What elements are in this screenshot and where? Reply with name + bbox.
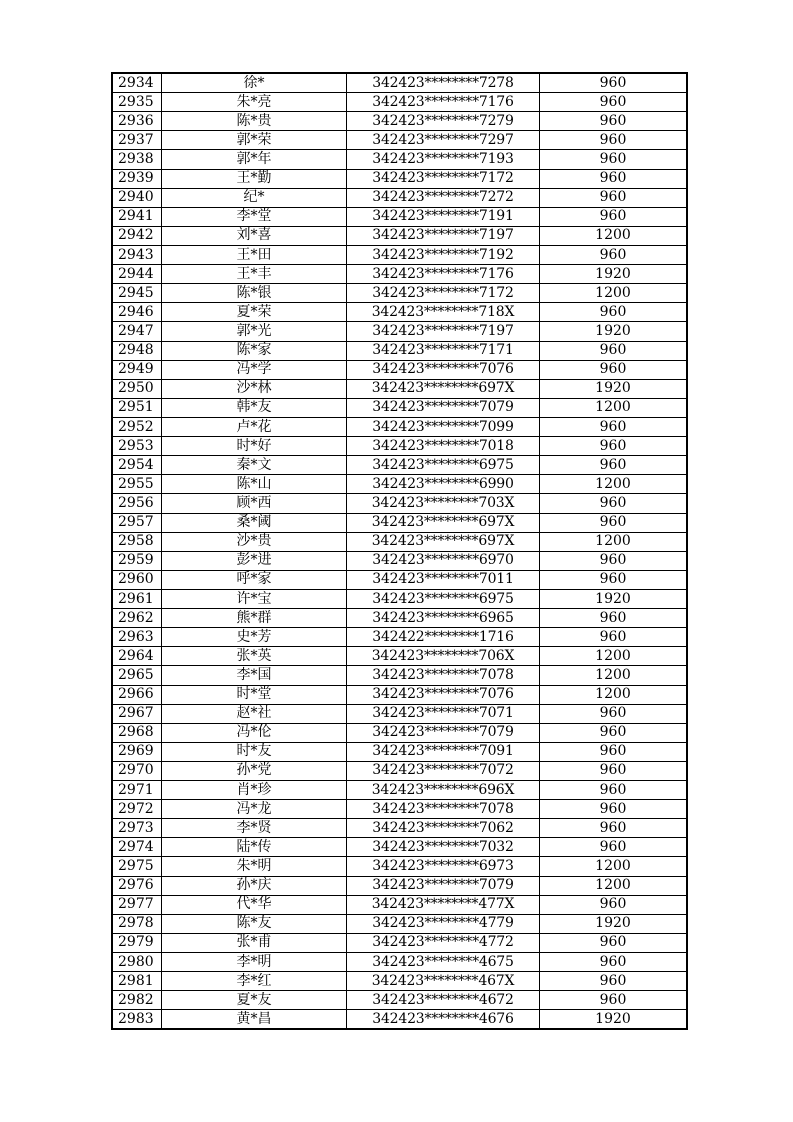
roster-table <box>111 72 688 1030</box>
amount-cell: 1200 <box>540 876 688 895</box>
name-cell: 李*明 <box>162 953 347 972</box>
amount-cell: 960 <box>540 341 688 360</box>
id-number-cell: 342423********7192 <box>347 245 540 264</box>
amount-cell: 960 <box>540 628 688 647</box>
name-cell: 夏*友 <box>162 991 347 1010</box>
serial-number-cell: 2962 <box>112 609 162 628</box>
name-cell: 李*红 <box>162 972 347 991</box>
amount-cell: 1200 <box>540 685 688 704</box>
name-cell: 史*芳 <box>162 628 347 647</box>
name-cell: 郭*光 <box>162 322 347 341</box>
id-number-cell: 342423********4672 <box>347 991 540 1010</box>
serial-number-cell: 2951 <box>112 398 162 417</box>
amount-cell: 1200 <box>540 532 688 551</box>
serial-number-cell: 2956 <box>112 494 162 513</box>
id-number-cell: 342423********6975 <box>347 456 540 475</box>
table-row <box>112 742 687 761</box>
name-cell: 时*好 <box>162 437 347 456</box>
serial-number-cell: 2940 <box>112 188 162 207</box>
table-row <box>112 781 687 800</box>
amount-cell: 960 <box>540 494 688 513</box>
table-row <box>112 532 687 551</box>
amount-cell: 960 <box>540 609 688 628</box>
amount-cell: 1200 <box>540 284 688 303</box>
name-cell: 肖*珍 <box>162 781 347 800</box>
table-row <box>112 188 687 207</box>
table-row <box>112 857 687 876</box>
id-number-cell: 342423********7197 <box>347 322 540 341</box>
id-number-cell: 342423********697X <box>347 513 540 532</box>
serial-number-cell: 2939 <box>112 169 162 188</box>
amount-cell: 960 <box>540 838 688 857</box>
name-cell: 沙*林 <box>162 379 347 398</box>
id-number-cell: 342423********467X <box>347 972 540 991</box>
table-row <box>112 131 687 150</box>
serial-number-cell: 2983 <box>112 1010 162 1030</box>
id-number-cell: 342423********6973 <box>347 857 540 876</box>
table-row <box>112 933 687 952</box>
id-number-cell: 342423********7272 <box>347 188 540 207</box>
amount-cell: 1920 <box>540 265 688 284</box>
serial-number-cell: 2944 <box>112 265 162 284</box>
amount-cell: 960 <box>540 570 688 589</box>
table-row <box>112 723 687 742</box>
serial-number-cell: 2936 <box>112 112 162 131</box>
amount-cell: 1920 <box>540 1010 688 1030</box>
id-number-cell: 342423********697X <box>347 532 540 551</box>
name-cell: 王*丰 <box>162 265 347 284</box>
table-row <box>112 341 687 360</box>
table-row <box>112 800 687 819</box>
id-number-cell: 342423********7091 <box>347 742 540 761</box>
amount-cell: 960 <box>540 513 688 532</box>
id-number-cell: 342423********7071 <box>347 704 540 723</box>
id-number-cell: 342423********7171 <box>347 341 540 360</box>
amount-cell: 960 <box>540 360 688 379</box>
table-row <box>112 417 687 436</box>
name-cell: 沙*贵 <box>162 532 347 551</box>
table-row <box>112 876 687 895</box>
serial-number-cell: 2954 <box>112 456 162 475</box>
name-cell: 冯*学 <box>162 360 347 379</box>
name-cell: 孙*党 <box>162 761 347 780</box>
id-number-cell: 342423********7193 <box>347 150 540 169</box>
table-row <box>112 475 687 494</box>
id-number-cell: 342423********718X <box>347 303 540 322</box>
name-cell: 代*华 <box>162 895 347 914</box>
table-row <box>112 284 687 303</box>
amount-cell: 1920 <box>540 914 688 933</box>
serial-number-cell: 2957 <box>112 513 162 532</box>
name-cell: 时*友 <box>162 742 347 761</box>
table-row <box>112 972 687 991</box>
name-cell: 冯*龙 <box>162 800 347 819</box>
name-cell: 秦*文 <box>162 456 347 475</box>
serial-number-cell: 2967 <box>112 704 162 723</box>
table-row <box>112 895 687 914</box>
id-number-cell: 342423********7079 <box>347 398 540 417</box>
name-cell: 纪* <box>162 188 347 207</box>
name-cell: 张*英 <box>162 647 347 666</box>
id-number-cell: 342423********7062 <box>347 819 540 838</box>
serial-number-cell: 2953 <box>112 437 162 456</box>
name-cell: 陈*银 <box>162 284 347 303</box>
table-row <box>112 1010 687 1030</box>
amount-cell: 960 <box>540 112 688 131</box>
table-row <box>112 112 687 131</box>
table-row <box>112 838 687 857</box>
serial-number-cell: 2949 <box>112 360 162 379</box>
name-cell: 郭*荣 <box>162 131 347 150</box>
id-number-cell: 342423********7079 <box>347 876 540 895</box>
amount-cell: 960 <box>540 150 688 169</box>
amount-cell: 960 <box>540 991 688 1010</box>
amount-cell: 1200 <box>540 226 688 245</box>
serial-number-cell: 2947 <box>112 322 162 341</box>
name-cell: 陈*友 <box>162 914 347 933</box>
amount-cell: 1200 <box>540 857 688 876</box>
amount-cell: 960 <box>540 131 688 150</box>
table-row <box>112 628 687 647</box>
id-number-cell: 342423********7079 <box>347 723 540 742</box>
name-cell: 夏*荣 <box>162 303 347 322</box>
name-cell: 彭*进 <box>162 551 347 570</box>
serial-number-cell: 2938 <box>112 150 162 169</box>
amount-cell: 1920 <box>540 379 688 398</box>
name-cell: 黄*昌 <box>162 1010 347 1030</box>
table-row <box>112 379 687 398</box>
amount-cell: 960 <box>540 953 688 972</box>
id-number-cell: 342423********6990 <box>347 475 540 494</box>
serial-number-cell: 2955 <box>112 475 162 494</box>
id-number-cell: 342423********7172 <box>347 169 540 188</box>
serial-number-cell: 2950 <box>112 379 162 398</box>
id-number-cell: 342423********4779 <box>347 914 540 933</box>
id-number-cell: 342423********706X <box>347 647 540 666</box>
id-number-cell: 342423********696X <box>347 781 540 800</box>
table-row <box>112 437 687 456</box>
amount-cell: 1200 <box>540 475 688 494</box>
name-cell: 桑*阈 <box>162 513 347 532</box>
table-row <box>112 570 687 589</box>
amount-cell: 1200 <box>540 647 688 666</box>
id-number-cell: 342423********7078 <box>347 800 540 819</box>
id-number-cell: 342423********7297 <box>347 131 540 150</box>
table-row <box>112 819 687 838</box>
amount-cell: 960 <box>540 800 688 819</box>
amount-cell: 960 <box>540 761 688 780</box>
id-number-cell: 342423********7176 <box>347 265 540 284</box>
name-cell: 李*堂 <box>162 207 347 226</box>
amount-cell: 1920 <box>540 322 688 341</box>
id-number-cell: 342423********7076 <box>347 685 540 704</box>
id-number-cell: 342423********7172 <box>347 284 540 303</box>
name-cell: 卢*花 <box>162 417 347 436</box>
serial-number-cell: 2960 <box>112 570 162 589</box>
amount-cell: 960 <box>540 207 688 226</box>
serial-number-cell: 2974 <box>112 838 162 857</box>
id-number-cell: 342423********7197 <box>347 226 540 245</box>
id-number-cell: 342423********7099 <box>347 417 540 436</box>
table-row <box>112 704 687 723</box>
serial-number-cell: 2970 <box>112 761 162 780</box>
name-cell: 顾*西 <box>162 494 347 513</box>
table-row <box>112 207 687 226</box>
roster-table-body <box>112 73 687 1029</box>
amount-cell: 960 <box>540 437 688 456</box>
table-row <box>112 169 687 188</box>
amount-cell: 960 <box>540 417 688 436</box>
id-number-cell: 342423********7011 <box>347 570 540 589</box>
amount-cell: 960 <box>540 456 688 475</box>
serial-number-cell: 2964 <box>112 647 162 666</box>
name-cell: 陈*家 <box>162 341 347 360</box>
id-number-cell: 342423********7278 <box>347 73 540 93</box>
name-cell: 李*国 <box>162 666 347 685</box>
name-cell: 刘*喜 <box>162 226 347 245</box>
amount-cell: 960 <box>540 972 688 991</box>
name-cell: 许*宝 <box>162 589 347 608</box>
name-cell: 呼*家 <box>162 570 347 589</box>
serial-number-cell: 2958 <box>112 532 162 551</box>
name-cell: 王*勤 <box>162 169 347 188</box>
name-cell: 时*堂 <box>162 685 347 704</box>
serial-number-cell: 2942 <box>112 226 162 245</box>
serial-number-cell: 2975 <box>112 857 162 876</box>
name-cell: 熊*群 <box>162 609 347 628</box>
id-number-cell: 342423********4675 <box>347 953 540 972</box>
table-row <box>112 953 687 972</box>
id-number-cell: 342423********7076 <box>347 360 540 379</box>
name-cell: 陈*山 <box>162 475 347 494</box>
table-row <box>112 73 687 93</box>
id-number-cell: 342423********7279 <box>347 112 540 131</box>
serial-number-cell: 2968 <box>112 723 162 742</box>
amount-cell: 960 <box>540 781 688 800</box>
amount-cell: 960 <box>540 303 688 322</box>
amount-cell: 960 <box>540 933 688 952</box>
name-cell: 朱*明 <box>162 857 347 876</box>
table-row <box>112 513 687 532</box>
table-row <box>112 991 687 1010</box>
amount-cell: 960 <box>540 819 688 838</box>
serial-number-cell: 2982 <box>112 991 162 1010</box>
table-row <box>112 761 687 780</box>
id-number-cell: 342423********6965 <box>347 609 540 628</box>
name-cell: 王*田 <box>162 245 347 264</box>
amount-cell: 1920 <box>540 589 688 608</box>
id-number-cell: 342423********703X <box>347 494 540 513</box>
id-number-cell: 342423********7078 <box>347 666 540 685</box>
amount-cell: 960 <box>540 895 688 914</box>
serial-number-cell: 2963 <box>112 628 162 647</box>
name-cell: 徐* <box>162 73 347 93</box>
serial-number-cell: 2946 <box>112 303 162 322</box>
table-row <box>112 93 687 112</box>
id-number-cell: 342422********1716 <box>347 628 540 647</box>
table-row <box>112 265 687 284</box>
id-number-cell: 342423********477X <box>347 895 540 914</box>
amount-cell: 960 <box>540 93 688 112</box>
name-cell: 郭*年 <box>162 150 347 169</box>
table-row <box>112 666 687 685</box>
table-row <box>112 589 687 608</box>
id-number-cell: 342423********697X <box>347 379 540 398</box>
table-row <box>112 685 687 704</box>
amount-cell: 1200 <box>540 666 688 685</box>
serial-number-cell: 2971 <box>112 781 162 800</box>
serial-number-cell: 2976 <box>112 876 162 895</box>
name-cell: 孙*庆 <box>162 876 347 895</box>
amount-cell: 960 <box>540 245 688 264</box>
id-number-cell: 342423********7032 <box>347 838 540 857</box>
serial-number-cell: 2966 <box>112 685 162 704</box>
id-number-cell: 342423********6975 <box>347 589 540 608</box>
name-cell: 李*贤 <box>162 819 347 838</box>
serial-number-cell: 2961 <box>112 589 162 608</box>
table-row <box>112 245 687 264</box>
serial-number-cell: 2952 <box>112 417 162 436</box>
name-cell: 陈*贵 <box>162 112 347 131</box>
table-row <box>112 226 687 245</box>
amount-cell: 960 <box>540 704 688 723</box>
serial-number-cell: 2969 <box>112 742 162 761</box>
id-number-cell: 342423********4772 <box>347 933 540 952</box>
table-row <box>112 647 687 666</box>
table-row <box>112 322 687 341</box>
name-cell: 韩*友 <box>162 398 347 417</box>
serial-number-cell: 2978 <box>112 914 162 933</box>
table-row <box>112 360 687 379</box>
id-number-cell: 342423********6970 <box>347 551 540 570</box>
serial-number-cell: 2980 <box>112 953 162 972</box>
serial-number-cell: 2945 <box>112 284 162 303</box>
serial-number-cell: 2977 <box>112 895 162 914</box>
serial-number-cell: 2979 <box>112 933 162 952</box>
serial-number-cell: 2948 <box>112 341 162 360</box>
amount-cell: 960 <box>540 551 688 570</box>
amount-cell: 960 <box>540 169 688 188</box>
amount-cell: 960 <box>540 742 688 761</box>
table-row <box>112 456 687 475</box>
name-cell: 张*甫 <box>162 933 347 952</box>
amount-cell: 960 <box>540 723 688 742</box>
table-row <box>112 609 687 628</box>
serial-number-cell: 2959 <box>112 551 162 570</box>
id-number-cell: 342423********4676 <box>347 1010 540 1030</box>
serial-number-cell: 2965 <box>112 666 162 685</box>
table-row <box>112 303 687 322</box>
table-row <box>112 150 687 169</box>
id-number-cell: 342423********7018 <box>347 437 540 456</box>
serial-number-cell: 2973 <box>112 819 162 838</box>
serial-number-cell: 2935 <box>112 93 162 112</box>
id-number-cell: 342423********7176 <box>347 93 540 112</box>
table-row <box>112 398 687 417</box>
serial-number-cell: 2934 <box>112 73 162 93</box>
amount-cell: 960 <box>540 188 688 207</box>
id-number-cell: 342423********7191 <box>347 207 540 226</box>
serial-number-cell: 2941 <box>112 207 162 226</box>
serial-number-cell: 2943 <box>112 245 162 264</box>
table-row <box>112 914 687 933</box>
amount-cell: 960 <box>540 73 688 93</box>
serial-number-cell: 2981 <box>112 972 162 991</box>
table-row <box>112 551 687 570</box>
name-cell: 赵*社 <box>162 704 347 723</box>
table-row <box>112 494 687 513</box>
serial-number-cell: 2972 <box>112 800 162 819</box>
serial-number-cell: 2937 <box>112 131 162 150</box>
name-cell: 陆*传 <box>162 838 347 857</box>
amount-cell: 1200 <box>540 398 688 417</box>
name-cell: 冯*伦 <box>162 723 347 742</box>
name-cell: 朱*亮 <box>162 93 347 112</box>
id-number-cell: 342423********7072 <box>347 761 540 780</box>
